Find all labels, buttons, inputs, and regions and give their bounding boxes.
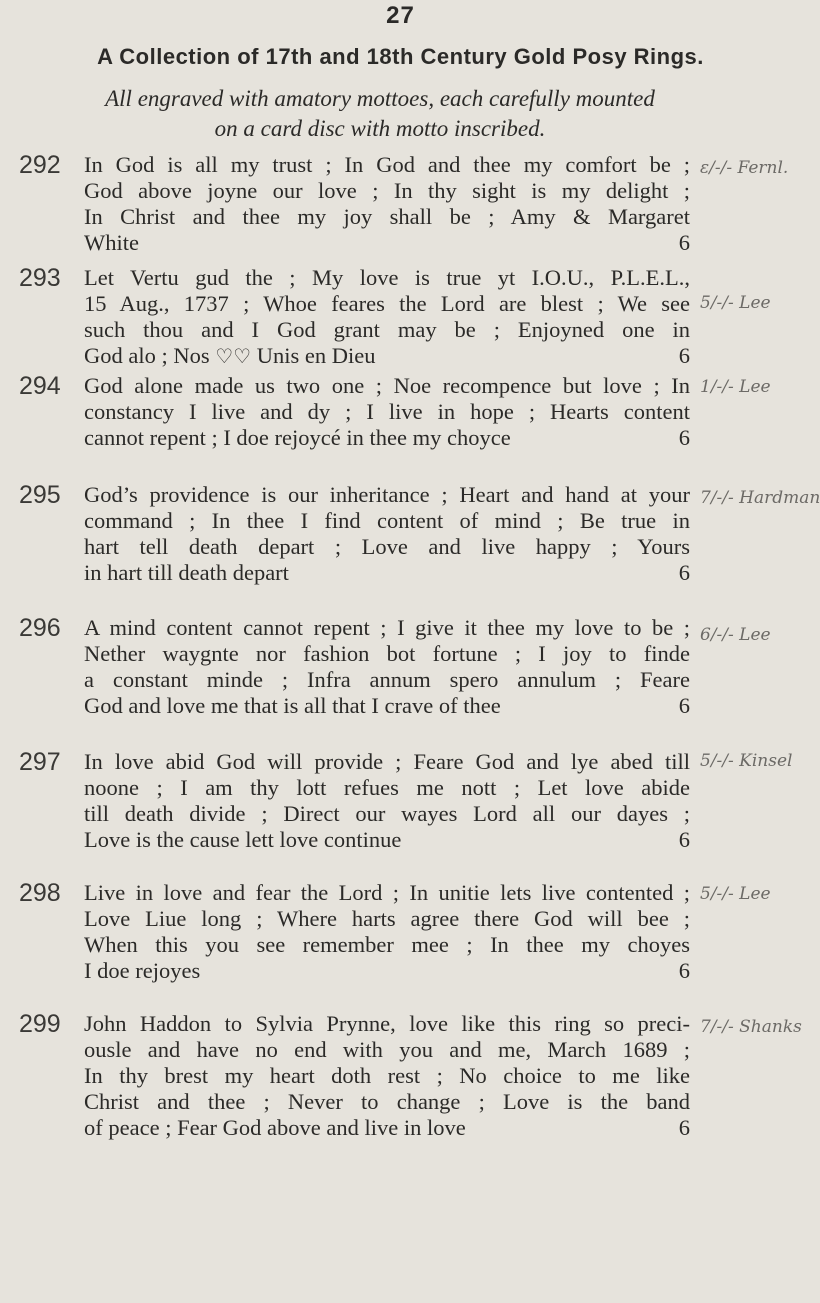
lot-line: Christ and thee ; Never to change ; Love is the band [84, 1089, 690, 1114]
handwritten-annotation: 6/-/- Lee [700, 625, 771, 645]
lot-description [84, 482, 690, 586]
lot-line: White [84, 230, 139, 255]
handwritten-annotation: 5/-/- Lee [700, 293, 771, 313]
lot-quantity: 6 [678, 958, 690, 983]
lot-line: God’s providence is our inheritance ; Heart and hand at your [84, 482, 690, 507]
lot-line: Let Vertu gud the ; My love is true yt I.O.U., P.L.E.L., [84, 265, 690, 290]
lot-line-last [84, 343, 690, 369]
handwritten-annotation: 1/-/- Lee [700, 377, 771, 397]
lot-line: God alo ; Nos [84, 343, 210, 368]
lot-line: In thy brest my heart doth rest ; No choice to me like [84, 1063, 690, 1088]
subheading-line-1: All engraved with amatory mottoes, each carefully mounted [105, 86, 655, 111]
lot-line-last [84, 560, 690, 586]
lot-line: in hart till death depart [84, 560, 289, 585]
lot-line: Unis en Dieu [256, 343, 376, 368]
lot-line-last [84, 693, 690, 719]
lot-line: I doe rejoyes [84, 958, 201, 983]
lot-line: Live in love and fear the Lord ; In unitie lets live contented ; [84, 880, 690, 905]
lot-line: God above joyne our love ; In thy sight is my delight ; [84, 178, 690, 203]
subheading-line-2: on a card disc with motto inscribed. [214, 116, 546, 141]
lot-line: John Haddon to Sylvia Prynne, love like this ring so preci- [84, 1011, 690, 1036]
lot-line: constancy I live and dy ; I live in hope ; Hearts content [84, 399, 690, 424]
lot-line: Nether waygnte nor fashion bot fortune ; I joy to finde [84, 641, 690, 666]
page-heading: A Collection of 17th and 18th Century Gold Posy Rings. [97, 44, 704, 69]
lot-quantity: 6 [678, 343, 690, 368]
lot-quantity: 6 [678, 425, 690, 450]
lot-quantity: 6 [678, 560, 690, 585]
lot-description [84, 265, 690, 369]
lot-line: 15 Aug., 1737 ; Whoe feares the Lord are blest ; We see [84, 291, 690, 316]
page-number: 27 [386, 2, 415, 29]
lot-number: 294 [19, 372, 61, 400]
lot-line: Love is the cause lett love continue [84, 827, 402, 852]
page-subheading [60, 84, 700, 144]
lot-quantity: 6 [678, 693, 690, 718]
lot-description [84, 615, 690, 719]
lot-line: God and love me that is all that I crave of thee [84, 693, 501, 718]
lot-description [84, 880, 690, 984]
lot-line-last [84, 958, 690, 984]
lot-line: In love abid God will provide ; Feare God and lye abed till [84, 749, 690, 774]
lot-line: A mind content cannot repent ; I give it thee my love to be ; [84, 615, 690, 640]
handwritten-annotation: 7/-/- Shanks [700, 1017, 802, 1037]
heart-pair-icon: ♡♡ [215, 344, 252, 368]
lot-line-last [84, 827, 690, 853]
lot-number: 298 [19, 879, 61, 907]
lot-line: cannot repent ; I doe rejoycé in thee my choyce [84, 425, 511, 450]
lot-line: When this you see remember mee ; In thee my choyes [84, 932, 690, 957]
lot-quantity: 6 [678, 230, 690, 255]
lot-line: a constant minde ; Infra annum spero annulum ; Feare [84, 667, 690, 692]
lot-line: Love Liue long ; Where harts agree there God will bee ; [84, 906, 690, 931]
lot-description [84, 749, 690, 853]
lot-description [84, 152, 690, 256]
handwritten-annotation: 5/-/- Kinsel [700, 751, 793, 771]
lot-description [84, 373, 690, 451]
lot-quantity: 6 [678, 827, 690, 852]
lot-number: 299 [19, 1010, 61, 1038]
lot-line: God alone made us two one ; Noe recompence but love ; In [84, 373, 690, 398]
lot-number: 292 [19, 151, 61, 179]
lot-number: 297 [19, 748, 61, 776]
lot-line: In Christ and thee my joy shall be ; Amy & Margaret [84, 204, 690, 229]
lot-quantity: 6 [678, 1115, 690, 1140]
lot-number: 296 [19, 614, 61, 642]
lot-line: ousle and have no end with you and me, March 1689 ; [84, 1037, 690, 1062]
handwritten-annotation: 5/-/- Lee [700, 884, 771, 904]
lot-number: 293 [19, 264, 61, 292]
handwritten-annotation: ε/-/- Fernl. [700, 158, 789, 178]
lot-line-last [84, 425, 690, 451]
lot-line: till death divide ; Direct our wayes Lord all our dayes ; [84, 801, 690, 826]
lot-number: 295 [19, 481, 61, 509]
lot-line: noone ; I am thy lott refues me nott ; Let love abide [84, 775, 690, 800]
lot-line: such thou and I God grant may be ; Enjoyned one in [84, 317, 690, 342]
lot-line: command ; In thee I find content of mind ; Be true in [84, 508, 690, 533]
lot-line-last [84, 230, 690, 256]
lot-line: hart tell death depart ; Love and live happy ; Yours [84, 534, 690, 559]
handwritten-annotation: 7/-/- Hardman [700, 488, 820, 508]
lot-description [84, 1011, 690, 1141]
lot-line: In God is all my trust ; In God and thee my comfort be ; [84, 152, 690, 177]
lot-line-last [84, 1115, 690, 1141]
lot-line: of peace ; Fear God above and live in love [84, 1115, 466, 1140]
